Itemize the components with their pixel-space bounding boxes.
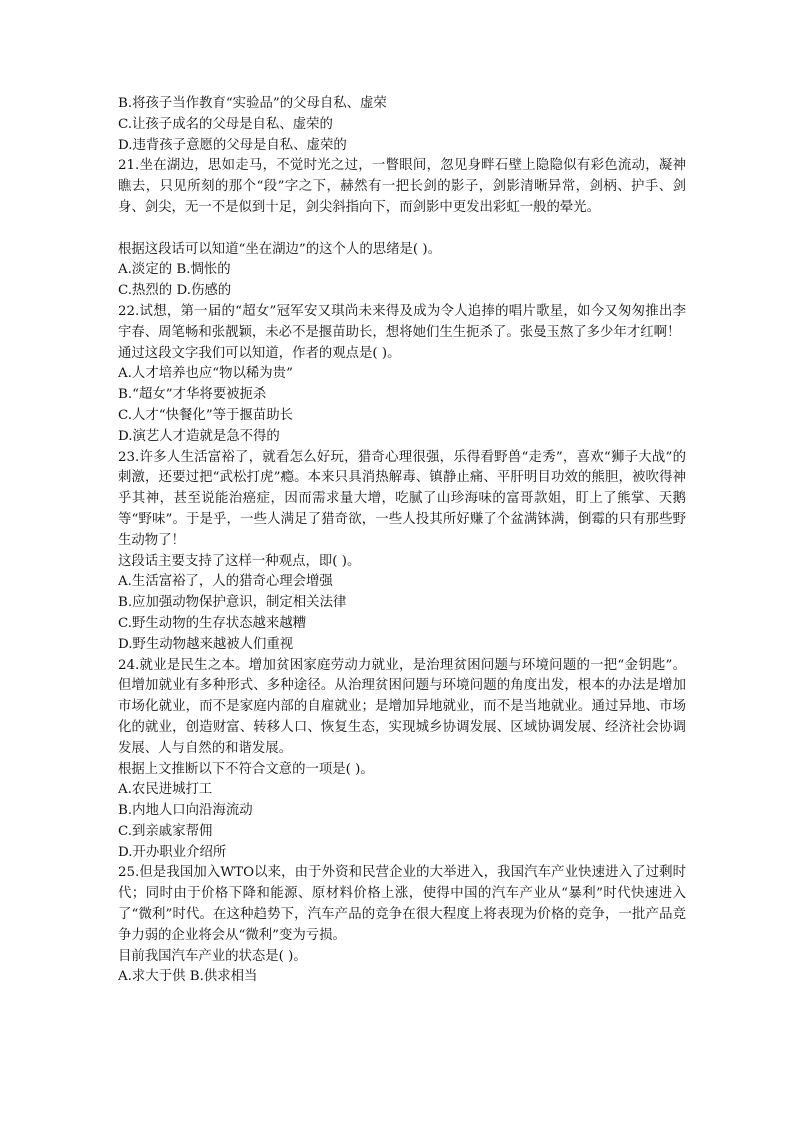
option-line: B.将孩子当作教育“实验品”的父母自私、虚荣 xyxy=(118,96,387,111)
question-23-prompt: 这段话主要支持了这样一种观点，即( )。 xyxy=(118,553,361,569)
question-25-passage: 25.但是我国加入WTO以来，由于外资和民营企业的大举进入，我国汽车产业快速进入了过剩时代；同时由于价格下降和能源、原材料价格上涨，使得中国的汽车产业从“暴利”时代快速进入了“微利”时代。在这种趋势下，汽车产品的竞争在很大程度上将表现为价格的竞争，一批产品竞争力弱的企业将会从“微利”变为亏损。 xyxy=(118,865,686,943)
question-23-passage: 23.许多人生活富裕了，就看怎么好玩，猎奇心理很强，乐得看野兽“走秀”，喜欢“狮子大战”的刺激，还要过把“武松打虎”瘾。本来只具消热解毒、镇静止痛、平肝明目功效的熊胆，被吹得神乎其神，甚至说能治癌症，因而需求量大增，吃腻了山珍海味的富哥款姐，盯上了熊掌、天鹅等“野味”。于是乎，一些人满足了猎奇欲，一些人投其所好赚了个盆满钵满，倒霉的只有那些野生动物了！ xyxy=(118,449,686,548)
option-line: C.野生动物的生存状态越来越糟 xyxy=(118,615,307,631)
option-line: A.淡定的 B.惆怅的 xyxy=(118,262,231,278)
option-line: D.开办职业介绍所 xyxy=(118,844,227,860)
question-21-prompt: 根据这段话可以知道“坐在湖边”的这个人的思绪是( )。 xyxy=(118,241,441,257)
option-line: B.应加强动物保护意识，制定相关法律 xyxy=(118,595,347,611)
option-line: C.热烈的 D.伤感的 xyxy=(118,283,232,299)
option-line: C.到亲戚家帮佣 xyxy=(118,823,213,839)
option-line: A.农民进城打工 xyxy=(118,782,213,798)
question-22-prompt: 通过这段文字我们可以知道，作者的观点是( )。 xyxy=(118,345,401,361)
option-line: C.让孩子成名的父母是自私、虚荣的 xyxy=(118,116,333,132)
blank-line xyxy=(118,219,686,240)
question-25-prompt: 目前我国汽车产业的状态是( )。 xyxy=(118,948,307,964)
option-line: A.人才培养也应“物以稀为贵” xyxy=(118,366,293,382)
question-22-passage: 22.试想，第一届的“超女”冠军安又琪尚未来得及成为令人追捧的唱片歌星，如今又匆匆推出李宇春、周笔畅和张靓颖，未必不是揠苗助长，想将她们生生扼杀了。张曼玉熬了多少年才红啊！ xyxy=(118,303,686,340)
option-line: D.违背孩子意愿的父母是自私、虚荣的 xyxy=(118,137,347,153)
option-line: D.野生动物越来越被人们重视 xyxy=(118,636,294,652)
question-24-prompt: 根据上文推断以下不符合文意的一项是( )。 xyxy=(118,761,374,777)
option-line: A.求大于供 B.供求相当 xyxy=(118,969,258,985)
option-line: A.生活富裕了，人的猎奇心理会增强 xyxy=(118,574,333,590)
option-line: C.人才“快餐化”等于揠苗助长 xyxy=(118,407,294,423)
document-page xyxy=(118,94,686,988)
option-line: B.内地人口向沿海流动 xyxy=(118,803,253,819)
question-21-passage: 21.坐在湖边，思如走马，不觉时光之过，一瞥眼间，忽见身畔石壁上隐隐似有彩色流动，凝神瞧去，只见所刻的那个“段”字之下，赫然有一把长剑的影子，剑影清晰异常，剑柄、护手、剑身、剑尖，无一不是似到十足，剑尖斜指向下，而剑影中更发出彩虹一般的晕光。 xyxy=(118,158,686,215)
option-line: D.演艺人才造就是急不得的 xyxy=(118,428,280,444)
option-line: B.“超女”才华将要被扼杀 xyxy=(118,387,267,403)
question-24-passage: 24.就业是民生之本。增加贫困家庭劳动力就业，是治理贫困问题与环境问题的一把“金钥匙”。但增加就业有多种形式、多种途径。从治理贫困问题与环境问题的角度出发，根本的办法是增加市场化就业，而不是家庭内部的自雇就业；是增加异地就业，而不是当地就业。通过异地、市场化的就业，创造财富、转移人口、恢复生态，实现城乡协调发展、区域协调发展、经济社会协调发展、人与自然的和谐发展。 xyxy=(118,657,686,756)
